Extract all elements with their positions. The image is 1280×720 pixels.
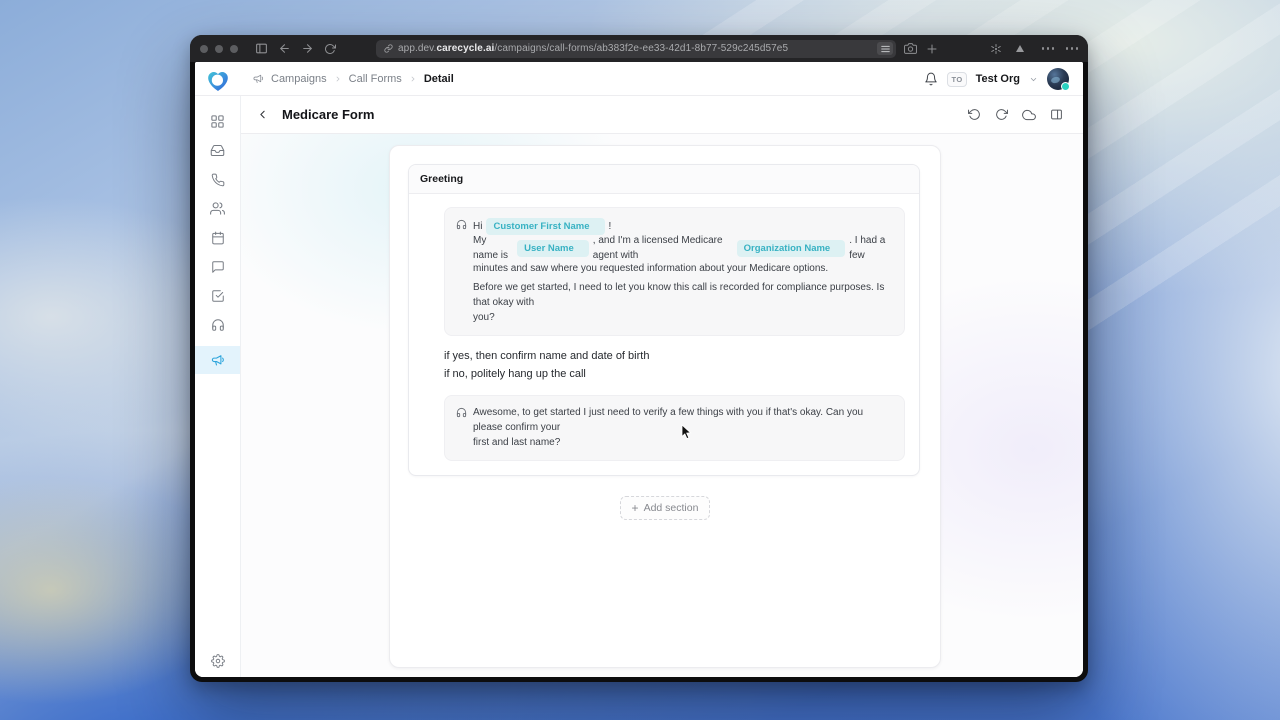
carecycle-logo[interactable]	[204, 66, 232, 94]
add-section-label: Add section	[643, 502, 699, 514]
breadcrumb	[252, 73, 454, 85]
online-status-dot	[1061, 82, 1071, 92]
overflow-menu-icon[interactable]	[1066, 35, 1079, 62]
cloud-sync-icon[interactable]	[1022, 108, 1036, 122]
notifications-bell-icon[interactable]	[924, 72, 938, 86]
sidebar-item-tasks[interactable]	[211, 288, 225, 303]
variable-chip-organization-name[interactable]: Organization Name	[737, 240, 846, 257]
traffic-light-minimize[interactable]	[215, 45, 223, 53]
chevron-right-icon	[334, 75, 342, 83]
greeting-section	[408, 164, 920, 476]
script-line: first and last name?	[473, 437, 561, 448]
script-line: minutes and saw where you requested information about your Medicare options.	[473, 263, 829, 274]
sidebar-item-messages[interactable]	[211, 259, 225, 274]
app-header	[195, 62, 1083, 96]
share-caret-icon[interactable]	[1016, 35, 1024, 62]
script-line: Hi	[473, 220, 483, 232]
browser-reload-icon[interactable]	[324, 43, 336, 55]
title-toolbar	[968, 108, 1063, 122]
camera-icon[interactable]	[904, 35, 917, 62]
script-line: Before we get started, I need to let you know this call is recorded for compliance purposes. Is that okay with	[473, 282, 885, 308]
sidebar-item-settings[interactable]	[211, 653, 225, 668]
script-line: you?	[473, 312, 495, 323]
plus-icon: +	[631, 501, 639, 515]
headset-icon	[456, 407, 467, 418]
url-bar[interactable]	[376, 40, 896, 58]
logic-note-yes[interactable]: if yes, then confirm name and date of birth	[444, 350, 650, 362]
extensions-icon[interactable]	[990, 35, 1002, 62]
variable-chip-user-name[interactable]: User Name	[517, 240, 589, 257]
chevron-down-icon[interactable]	[1029, 75, 1038, 84]
chevron-right-icon	[409, 75, 417, 83]
script-line: , and I'm a licensed Medicare agent with	[592, 235, 723, 261]
side-panel-icon[interactable]	[1050, 108, 1063, 121]
back-button[interactable]	[256, 108, 269, 121]
script-line: My name is	[473, 235, 509, 261]
url-text: app.dev.carecycle.ai/campaigns/call-forms/ab383f2e-ee33-42d1-8b77-529c245d57e5	[398, 43, 789, 54]
headset-icon	[456, 219, 467, 230]
sidebar-item-dashboard[interactable]	[210, 114, 225, 129]
logic-note-no[interactable]: if no, politely hang up the call	[444, 368, 586, 380]
org-switcher[interactable]: Test Org	[975, 73, 1020, 85]
variable-chip-customer-first-name[interactable]: Customer First Name	[486, 218, 604, 235]
sidebar-item-campaigns-active[interactable]	[195, 346, 240, 374]
org-badge: TO	[947, 72, 966, 87]
breadcrumb-campaigns[interactable]: Campaigns	[271, 72, 327, 85]
browser-forward-icon[interactable]	[301, 42, 314, 55]
app-body	[195, 96, 1083, 677]
main-panel	[241, 96, 1083, 677]
sidebar-nav	[195, 96, 241, 677]
sidebar-item-inbox[interactable]	[210, 143, 225, 158]
traffic-light-zoom[interactable]	[230, 45, 238, 53]
undo-icon[interactable]	[968, 108, 981, 121]
breadcrumb-call-forms[interactable]: Call Forms	[348, 72, 402, 85]
page-title: Medicare Form	[282, 107, 375, 122]
page-title-bar	[241, 96, 1083, 134]
more-menu-icon[interactable]	[1042, 35, 1055, 62]
section-body	[409, 194, 919, 475]
script-text	[473, 405, 892, 450]
browser-window	[190, 35, 1088, 682]
browser-sidebar-toggle-icon[interactable]	[255, 42, 268, 55]
script-line: . I had a few	[849, 235, 886, 261]
call-form-card	[389, 145, 941, 668]
sidebar-item-support-headset[interactable]	[211, 317, 225, 332]
sidebar-item-calls[interactable]	[211, 172, 225, 187]
script-line: Awesome, to get started I just need to verify a few things with you if that's okay. Can you please confirm your	[473, 407, 864, 433]
script-message-block-1[interactable]	[444, 207, 905, 336]
sidebar-item-calendar[interactable]	[211, 230, 225, 245]
traffic-light-close[interactable]	[200, 45, 208, 53]
form-canvas	[241, 134, 1083, 677]
reader-mode-button[interactable]	[877, 42, 893, 55]
carecycle-app	[195, 62, 1083, 677]
user-avatar[interactable]	[1047, 68, 1069, 90]
new-tab-plus-icon[interactable]	[926, 35, 938, 62]
header-right	[924, 62, 1069, 96]
section-title[interactable]: Greeting	[409, 165, 919, 194]
breadcrumb-detail: Detail	[423, 72, 454, 85]
browser-titlebar	[190, 35, 1088, 62]
script-line: !	[608, 220, 612, 232]
add-section-button[interactable]	[620, 496, 711, 520]
campaigns-megaphone-icon	[252, 73, 264, 85]
browser-back-icon[interactable]	[278, 42, 291, 55]
link-icon	[384, 44, 393, 53]
redo-icon[interactable]	[995, 108, 1008, 121]
script-message-block-2[interactable]	[444, 395, 905, 461]
script-text	[473, 217, 892, 325]
sidebar-item-contacts[interactable]	[210, 201, 225, 216]
